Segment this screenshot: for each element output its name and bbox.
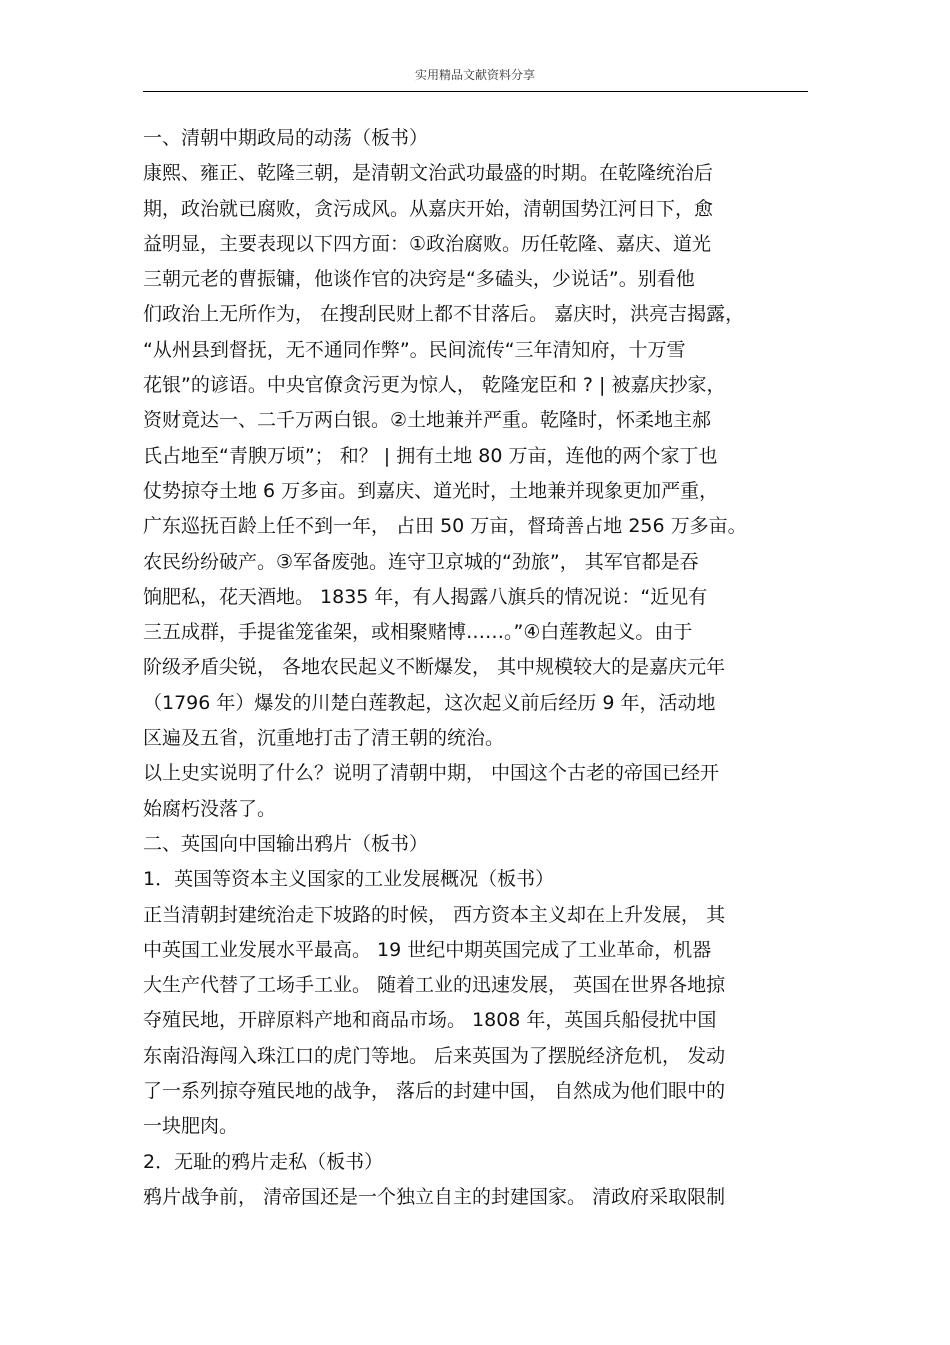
text-line: 花银”的谚语。中央官僚贪污更为惊人， 乾隆宠臣和 ? | 被嘉庆抄家， <box>143 374 726 397</box>
text-line: 期，政治就已腐败，贪污成风。从嘉庆开始，清朝国势江河日下，愈 <box>143 197 714 220</box>
text-line: 三五成群，手提雀笼雀架，或相聚赌博……。”④白莲教起义。由于 <box>143 621 693 644</box>
text-line: 益明显，主要表现以下四方面：①政治腐败。历任乾隆、嘉庆、道光 <box>143 232 712 255</box>
header-divider <box>143 91 808 92</box>
text-line: 正当清朝封建统治走下坡路的时候， 西方资本主义却在上升发展， 其 <box>143 903 726 926</box>
text-line: 们政治上无所作为， 在搜刮民财上都不甘落后。 嘉庆时，洪亮吉揭露， <box>143 303 745 326</box>
text-line: 一块肥肉。 <box>143 1115 239 1138</box>
document-body <box>143 121 813 1215</box>
text-line: 农民纷纷破产。③军备废弛。连守卫京城的“劲旅”， 其军官都是吞 <box>143 550 699 573</box>
text-line: 二、英国向中国输出鸦片（板书） <box>143 832 429 855</box>
text-line: 以上史实说明了什么？说明了清朝中期， 中国这个古老的帝国已经开 <box>143 762 720 785</box>
text-line: 了一系列掠夺殖民地的战争， 落后的封建中国， 自然成为他们眼中的 <box>143 1080 726 1103</box>
text-line: 一、清朝中期政局的动荡（板书） <box>143 127 429 149</box>
text-line: 资财竟达一、二千万两白银。②土地兼并严重。乾隆时，怀柔地主郝 <box>143 409 712 432</box>
text-line: 鸦片战争前， 清帝国还是一个独立自主的封建国家。 清政府采取限制 <box>143 1185 726 1208</box>
text-line: 仗势掠夺土地 6 万多亩。到嘉庆、道光时，土地兼并现象更加严重， <box>143 479 719 502</box>
text-line: 夺殖民地，开辟原料产地和商品市场。 1808 年，英国兵船侵扰中国 <box>143 1009 717 1032</box>
text-line: 东南沿海闯入珠江口的虎门等地。 后来英国为了摆脱经济危机， 发动 <box>143 1044 726 1067</box>
text-line: 区遍及五省，沉重地打击了清王朝的统治。 <box>143 727 505 750</box>
text-line: 大生产代替了工场手工业。 随着工业的迅速发展， 英国在世界各地掠 <box>143 974 726 997</box>
text-line: 始腐朽没落了。 <box>143 797 277 820</box>
text-line: 2．无耻的鸦片走私（板书） <box>143 1150 384 1173</box>
text-line: 康熙、雍正、乾隆三朝，是清朝文治武功最盛的时期。在乾隆统治后 <box>143 162 714 185</box>
text-line: 阶级矛盾尖锐， 各地农民起义不断爆发， 其中规模较大的是嘉庆元年 <box>143 656 726 679</box>
text-line: 中英国工业发展水平最高。 19 世纪中期英国完成了工业革命，机器 <box>143 938 712 961</box>
text-line: 饷肥私，花天酒地。 1835 年，有人揭露八旗兵的情况说：“近见有 <box>143 585 708 608</box>
text-line: “从州县到督抚，无不通同作弊”。民间流传“三年清知府，十万雪 <box>143 338 686 361</box>
text-line: 氏占地至“青腴万顷”； 和？ | 拥有土地 80 万亩，连他的两个家丁也 <box>143 444 718 467</box>
page-header: 实用精品文献资料分享 <box>414 68 535 82</box>
text-line: 广东巡抚百龄上任不到一年， 占田 50 万亩，督琦善占地 256 万多亩。 <box>143 515 747 538</box>
text-line: 三朝元老的曹振镛，他谈作官的决窍是“多磕头，少说话”。别看他 <box>143 268 695 291</box>
text-line: 1．英国等资本主义国家的工业发展概况（板书） <box>143 868 555 891</box>
text-line: （1796 年）爆发的川楚白莲教起，这次起义前后经历 9 年，活动地 <box>143 691 716 714</box>
